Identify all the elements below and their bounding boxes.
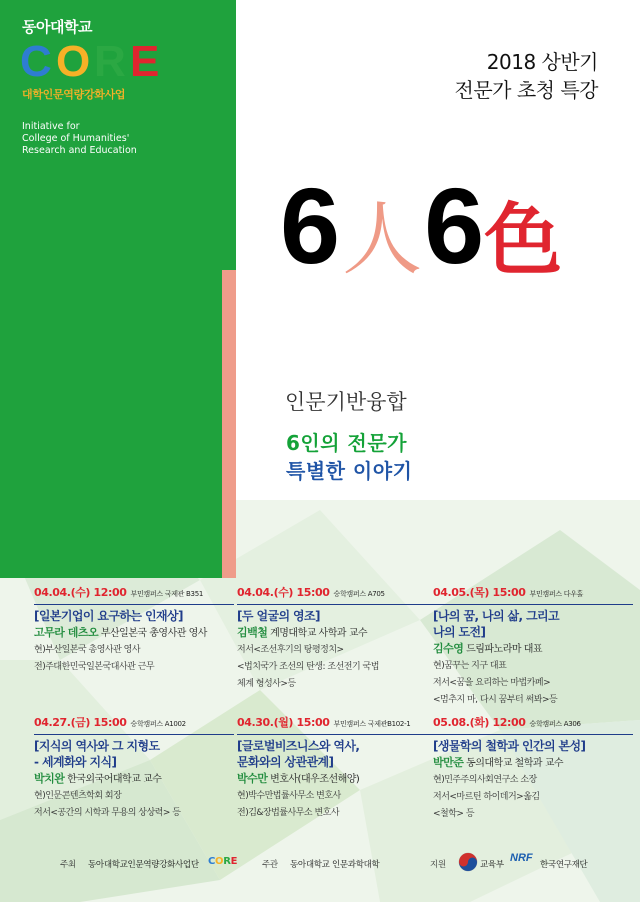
- speaker-info-line: 현)민주주의사회연구소 소장: [433, 775, 537, 785]
- lecture-title: [433, 734, 633, 754]
- moe-name: 교육부: [480, 860, 504, 870]
- speaker-info-line: 전)김&장법률사무소 변호사: [237, 808, 340, 818]
- speaker-affiliation: 한국외국어대학교 교수: [67, 774, 162, 785]
- lecture-header: [237, 584, 437, 600]
- host-label: 주최: [60, 860, 76, 870]
- lecture-date: 05.08.(화) 12:00: [433, 716, 526, 729]
- core-letter: C: [20, 38, 52, 82]
- organizer-label: 주관: [262, 860, 278, 870]
- lecture-title-line: 나의 도전]: [433, 625, 486, 639]
- lecture-card: [433, 584, 633, 709]
- core-logo: [20, 38, 170, 82]
- speaker-name: 박치완: [34, 772, 65, 785]
- main-title-color: 色: [484, 196, 563, 286]
- lecture-title-line: [일본기업이 요구하는 인재상]: [34, 609, 183, 623]
- speaker-info-line: 저서<공간의 시학과 무용의 상상력> 등: [34, 808, 181, 818]
- lecture-date: 04.04.(수) 15:00: [237, 586, 330, 599]
- year-text: 2018 상반기: [486, 50, 598, 74]
- lecture-title: [433, 604, 633, 640]
- event-text: 전문가 초청 특강: [454, 78, 598, 102]
- speaker-info-line: 현)박수만법률사무소 변호사: [237, 791, 341, 801]
- speaker-info-line: 현)인문콘텐츠학회 회장: [34, 791, 122, 801]
- lecture-card: [433, 714, 633, 823]
- english-line-2: College of Humanities': [22, 133, 130, 144]
- speaker-affiliation: 변호사(대우조선해양): [270, 774, 360, 785]
- host-name: 동아대학교인문역량강화사업단: [88, 860, 199, 870]
- lecture-title-line: [생물학의 철학과 인간의 본성]: [433, 739, 586, 753]
- main-title-six-2: 6: [424, 165, 485, 286]
- lecture-venue: 승학캠퍼스 A306: [529, 720, 581, 728]
- speaker-info-line: 전)주대한민국일본국대사관 근무: [34, 662, 155, 672]
- lecture-header: [433, 584, 633, 600]
- lecture-date: 04.05.(목) 15:00: [433, 586, 526, 599]
- lecture-speaker: [433, 755, 633, 772]
- speaker-info-line: 저서<꿈을 요리하는 마법카페>: [433, 678, 551, 688]
- nrf-logo: NRF: [510, 852, 533, 864]
- lecture-title: [34, 604, 234, 624]
- speaker-name: 고무라 데츠오: [34, 626, 99, 639]
- main-title-six: 6: [280, 165, 341, 286]
- lecture-speaker: [433, 641, 633, 658]
- university-name: 동아대학교: [22, 18, 92, 36]
- support-label: 지원: [430, 860, 446, 870]
- speaker-affiliation: 드림파노라마 대표: [466, 644, 543, 655]
- main-title-person: 人: [342, 193, 423, 286]
- lecture-header: [433, 714, 633, 730]
- lecture-date: 04.27.(금) 15:00: [34, 716, 127, 729]
- lecture-header: [34, 714, 234, 730]
- organizer-name: 동아대학교 인문과학대학: [290, 860, 380, 870]
- nrf-name: 한국연구재단: [540, 860, 588, 870]
- lecture-header: [34, 584, 234, 600]
- speaker-info-line: 저서<조선후기의 탕평정치>: [237, 645, 344, 655]
- lecture-venue: 승학캠퍼스 A1002: [130, 720, 186, 728]
- lecture-title-line: [두 얼굴의 영조]: [237, 609, 320, 623]
- speaker-name: 박만준: [433, 756, 464, 769]
- speaker-info-line: <철학> 등: [433, 809, 475, 819]
- lecture-title-line: [나의 꿈, 나의 삶, 그리고: [433, 609, 560, 623]
- speaker-name: 김백철: [237, 626, 268, 639]
- main-title: [280, 160, 563, 286]
- core-letter: R: [94, 38, 126, 82]
- footer: [0, 850, 640, 878]
- speaker-info-line: 체계 형성사>등: [237, 679, 296, 689]
- tagline-green: 6인의 전문가: [286, 431, 407, 455]
- lecture-title: [34, 734, 234, 770]
- english-line-3: Research and Education: [22, 145, 137, 156]
- speaker-affiliation: 동의대학교 철학과 교수: [466, 758, 564, 769]
- speaker-name: 김수영: [433, 642, 464, 655]
- lecture-speaker: [237, 625, 437, 642]
- english-line-1: Initiative for: [22, 121, 80, 132]
- lecture-venue: 승학캠퍼스 A705: [333, 590, 385, 598]
- lecture-card: [237, 714, 437, 822]
- lecture-venue: 부민캠퍼스 국제관 B351: [130, 590, 204, 598]
- lecture-date: 04.30.(월) 15:00: [237, 716, 330, 729]
- speaker-affiliation: 부산일본국 총영사관 영사: [100, 628, 207, 639]
- core-letter: O: [56, 38, 91, 82]
- lecture-title-line: [글로벌비즈니스와 역사,: [237, 739, 360, 753]
- tagline-blue: 특별한 이야기: [286, 459, 413, 483]
- speaker-info-line: 저서<마르틴 하이데거>옮김: [433, 792, 540, 802]
- lecture-date: 04.04.(수) 12:00: [34, 586, 127, 599]
- moe-emblem-icon: [458, 852, 478, 872]
- speaker-name: 박수만: [237, 772, 268, 785]
- speaker-info-line: <법치국가 조선의 탄생: 조선전기 국법: [237, 662, 379, 672]
- lecture-venue: 부민캠퍼스 다우홀: [529, 590, 584, 598]
- lecture-card: [34, 714, 234, 822]
- lecture-card: [34, 584, 234, 676]
- lecture-title: [237, 734, 437, 770]
- lecture-venue: 부민캠퍼스 국제관B102-1: [333, 720, 411, 728]
- lecture-title-line: [지식의 역사와 그 지형도: [34, 739, 160, 753]
- speaker-info-line: <멈추지 마, 다시 꿈부터 써봐>등: [433, 695, 558, 705]
- core-letter: E: [130, 38, 160, 82]
- lecture-speaker: [34, 771, 234, 788]
- subject-text: 인문기반융합: [285, 390, 407, 414]
- lecture-speaker: [34, 625, 234, 642]
- lecture-card: [237, 584, 437, 693]
- speaker-affiliation: 계명대학교 사학과 교수: [270, 628, 368, 639]
- lecture-title: [237, 604, 437, 624]
- lecture-title-line: 문화와의 상관관계]: [237, 755, 334, 769]
- program-name: 대학인문역량강화사업: [22, 88, 126, 101]
- lecture-speaker: [237, 771, 437, 788]
- speaker-info-line: 현)부산일본국 총영사관 영사: [34, 645, 141, 655]
- speaker-info-line: 현)꿈꾸는 지구 대표: [433, 661, 507, 671]
- core-mini-logo: CORE: [208, 856, 238, 867]
- lecture-title-line: - 세계화와 지식]: [34, 755, 117, 769]
- lecture-header: [237, 714, 437, 730]
